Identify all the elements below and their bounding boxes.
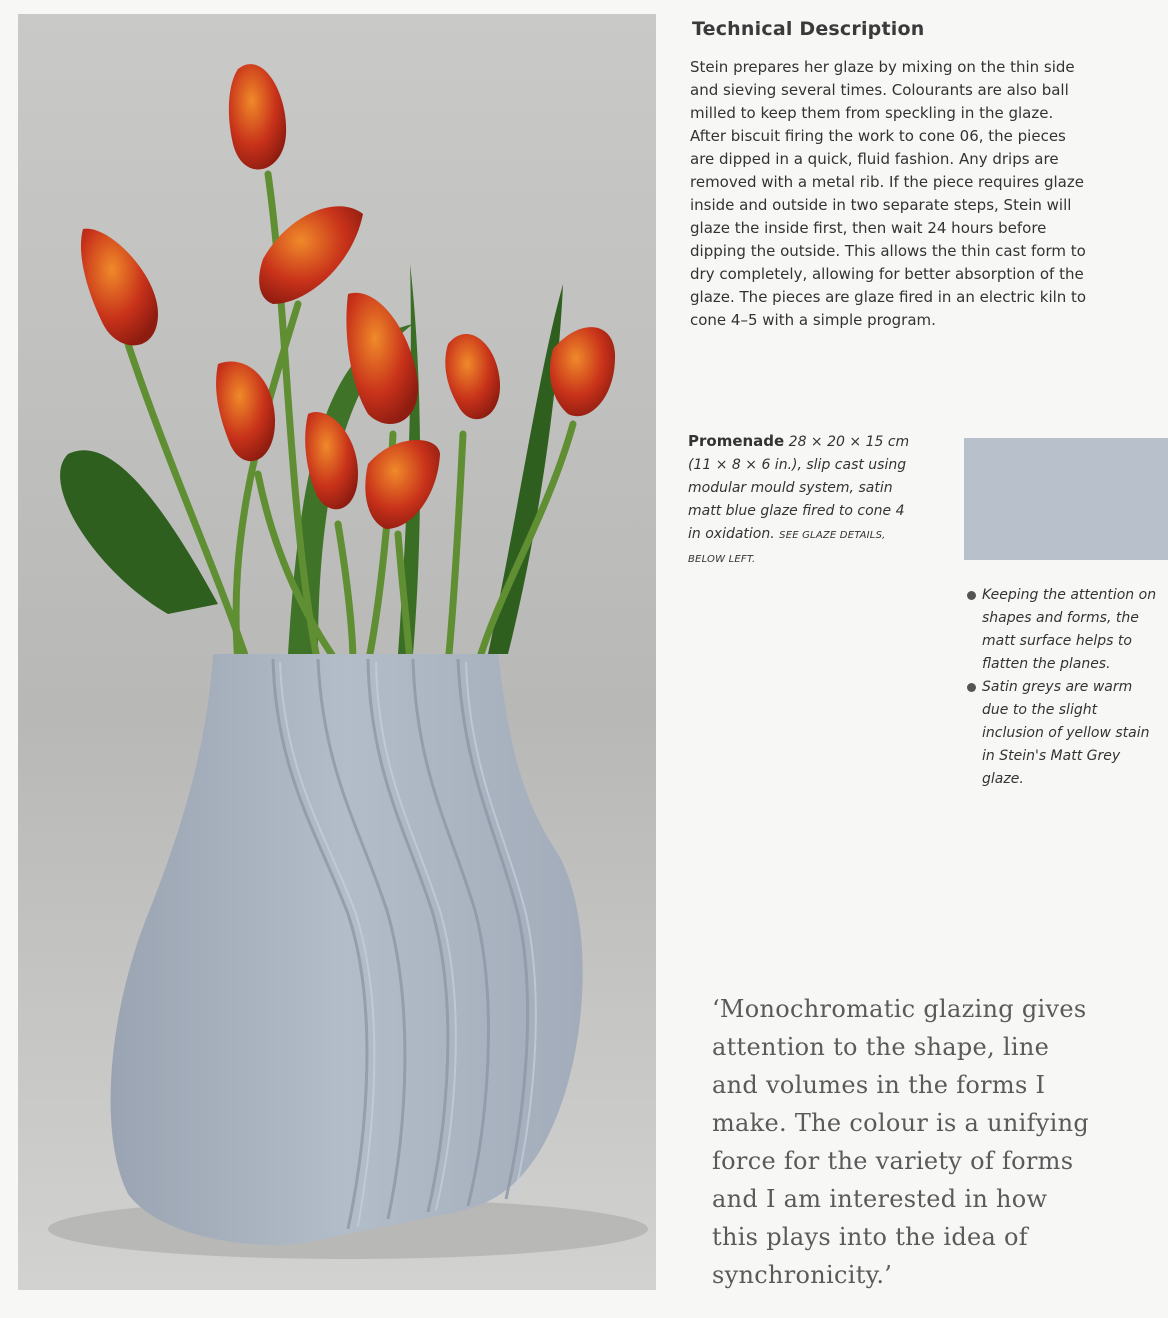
glaze-notes-list — [966, 584, 1162, 791]
vase-photo — [18, 14, 656, 1290]
glaze-details-note: SEE GLAZE DETAILS, BELOW LEFT. — [688, 530, 886, 565]
technical-description-heading: Technical Description — [692, 18, 925, 40]
artwork-details: 28 × 20 × 15 cm (11 × 8 × 6 in.), slip cast using modular mould system, satin matt blue glaze fired to cone 4 in oxidation. — [688, 434, 910, 542]
artist-quote: ‘Monochromatic glazing gives attention to the shape, line and volumes in the forms I make. The colour is a unifying force for the variety of forms and I am interested in how this plays into the idea of synchronicity.’ — [712, 995, 1090, 1289]
list-item: Satin greys are warm due to the slight inclusion of yellow stain in Stein's Matt Grey glaze. — [966, 676, 1162, 791]
artwork-caption — [688, 430, 918, 571]
vase-with-tulips-image — [18, 14, 656, 1290]
technical-description-body: Stein prepares her glaze by mixing on the thin side and sieving several times. Colourants are also ball milled to keep them from speckling in the glaze. After biscuit firing the work to cone 06, the pieces are dipped in a quick, fluid fashion. Any drips are removed with a metal rib. If the piece requires glaze inside and outside in two separate steps, Stein will glaze the inside first, then wait 24 hours before dipping the outside. This allows the thin cast form to dry completely, allowing for better absorption of the glaze. The pieces are glaze fired in an electric kiln to cone 4–5 with a simple program. — [690, 58, 1087, 329]
glaze-color-swatch — [964, 438, 1168, 560]
list-item: Keeping the attention on shapes and forms, the matt surface helps to flatten the planes. — [966, 584, 1162, 676]
artwork-title: Promenade — [688, 432, 785, 450]
